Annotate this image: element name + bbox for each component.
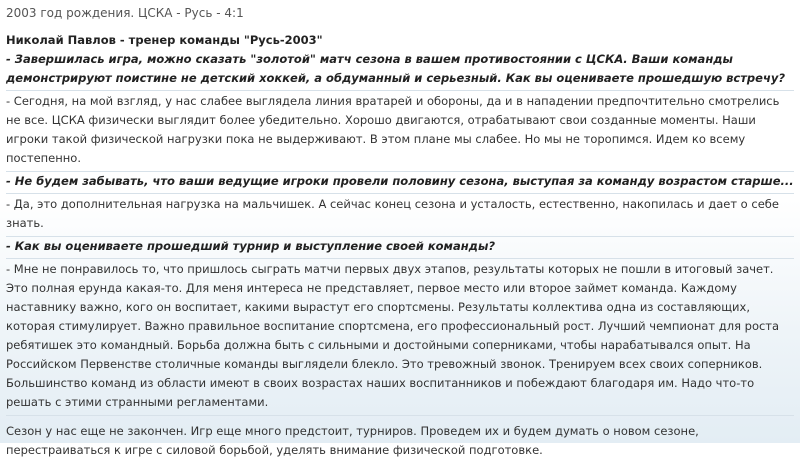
answer-1: - Сегодня, на мой взгляд, у нас слабее выглядела линия вратарей и обороны, да и в нападении предпочтительно смотрелись не все. ЦСКА физически выглядит более убедительно. Хорошо двигаются, отрабатывают свои созданные моменты. Наши игроки такой физической нагрузки пока не выдерживают. В этом плане мы слабее. Но мы не торопимся. Идем ко всему постепенно.: [6, 91, 794, 172]
question-2: - Не будем забывать, что ваши ведущие игроки провели половину сезона, выступая за команду возрастом старше...: [6, 172, 794, 194]
question-3: - Как вы оцениваете прошедший турнир и выступление своей команды?: [6, 237, 794, 259]
answer-3: - Мне не понравилось то, что пришлось сыграть матчи первых двух этапов, результаты которых не пошли в итоговый зачет. Это полная ерунда какая-то. Для меня интереса не представляет, первое место или второе займет команда. Каждому наставнику важно, кого он воспитает, какими вырастут его спортсмены. Результаты коллектива одна из составляющих, которая стимулирует. Важно правильное воспитание спортсмена, его профессиональный рост. Лучший чемпионат для роста ребятишек это командный. Борьба должна быть с сильными и достойными соперниками, чтобы нарабатывался опыт. На Российском Первенстве столичные команды выглядели блекло. Это тревожный звонок. Тренируем всех своих соперников. Большинство команд из области имеют в своих возрастах наших воспитанников и побеждают благодаря им. Надо что-то решать с этими странными регламентами.: [6, 259, 794, 416]
question-1: - Завершилась игра, можно сказать "золотой" матч сезона в вашем противостоянии с ЦСКА. Ваши команды демонстрируют поистине не детский хоккей, а обдуманный и серьезный. Как вы оцениваете прошедшую встречу?: [6, 50, 794, 91]
answer-2: - Да, это дополнительная нагрузка на мальчишек. А сейчас конец сезона и усталость, естественно, накопилась и дает о себе знать.: [6, 194, 794, 237]
article-header: 2003 год рождения. ЦСКА - Русь - 4:1: [6, 6, 244, 20]
closing-paragraph: Сезон у нас еще не закончен. Игр еще много предстоит, турниров. Проведем их и будем думать о новом сезоне, перестраиваться к игре с силовой борьбой, уделять внимание физической подготовке.: [6, 424, 699, 457]
article-title: Николай Павлов - тренер команды "Русь-2003": [6, 33, 323, 47]
